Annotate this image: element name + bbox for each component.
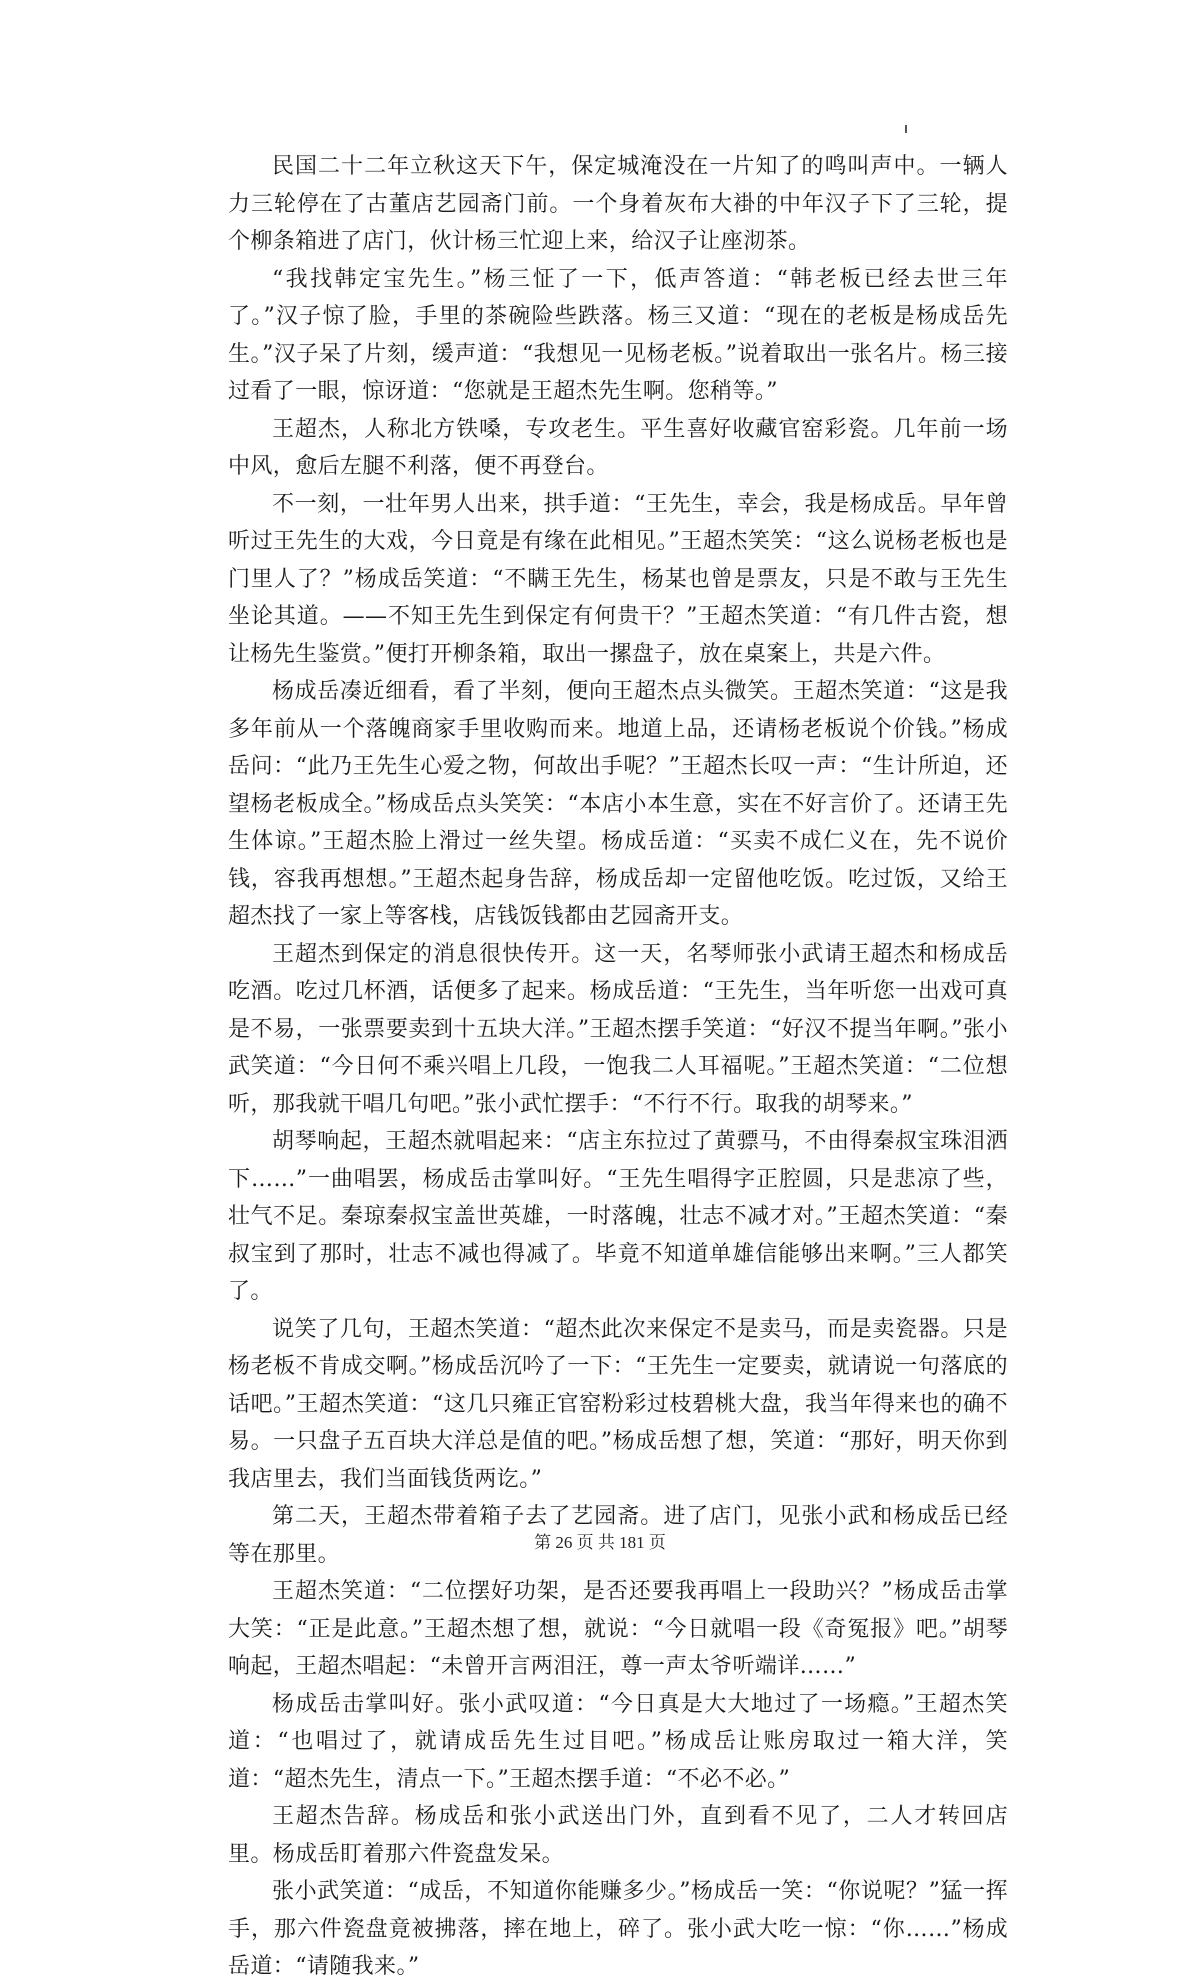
page-corner-mark bbox=[905, 125, 907, 133]
paragraph-10: 王超杰笑道：“二位摆好功架，是否还要我再唱上一段助兴？”杨成岳击掌大笑：“正是此意。”王超杰想了想，就说：“今日就唱一段《奇冤报》吧。”胡琴响起，王超杰唱起：“未曾开言两泪汪，尊一声太爷听端详……” bbox=[228, 1579, 1008, 1679]
paragraph-1: 民国二十二年立秋这天下午，保定城淹没在一片知了的鸣叫声中。一辆人力三轮停在了古董店艺园斋门前。一个身着灰布大褂的中年汉子下了三轮，提个柳条箱进了店门，伙计杨三忙迎上来，给汉子让座沏茶。 bbox=[228, 154, 1008, 254]
paragraph-7: 胡琴响起，王超杰就唱起来：“店主东拉过了黄骠马，不由得秦叔宝珠泪洒下……”一曲唱罢，杨成岳击掌叫好。“王先生唱得字正腔圆，只是悲凉了些，壮气不足。秦琼秦叔宝盖世英雄，一时落魄，壮志不减才对。”王超杰笑道：“秦叔宝到了那时，壮志不减也得减了。毕竟不知道单雄信能够出来啊。”三人都笑了。 bbox=[228, 1129, 1008, 1304]
page-number-footer: 第 26 页 共 181 页 bbox=[534, 1533, 666, 1552]
paragraph-8: 说笑了几句，王超杰笑道：“超杰此次来保定不是卖马，而是卖瓷器。只是杨老板不肯成交啊。”杨成岳沉吟了一下：“王先生一定要卖，就请说一句落底的话吧。”王超杰笑道：“这几只雍正官窑粉彩过枝碧桃大盘，我当年得来也的确不易。一只盘子五百块大洋总是值的吧。”杨成岳想了想，笑道：“那好，明天你到我店里去，我们当面钱货两讫。” bbox=[228, 1316, 1008, 1492]
paragraph-2: “我找韩定宝先生。”杨三怔了一下，低声答道：“韩老板已经去世三年了。”汉子惊了脸，手里的茶碗险些跌落。杨三又道：“现在的老板是杨成岳先生。”汉子呆了片刻，缓声道：“我想见一见杨老板。”说着取出一张名片。杨三接过看了一眼，惊讶道：“您就是王超杰先生啊。您稍等。” bbox=[228, 266, 1008, 404]
paragraph-6: 王超杰到保定的消息很快传开。这一天，名琴师张小武请王超杰和杨成岳吃酒。吃过几杯酒，话便多了起来。杨成岳道：“王先生，当年听您一出戏可真是不易，一张票要卖到十五块大洋。”王超杰摆手笑道：“好汉不提当年啊。”张小武笑道：“今日何不乘兴唱上几段，一饱我二人耳福呢。”王超杰笑道：“二位想听，那我就干唱几句吧。”张小武忙摆手：“不行不行。取我的胡琴来。” bbox=[228, 941, 1008, 1117]
paragraph-13: 张小武笑道：“成岳，不知道你能赚多少。”杨成岳一笑：“你说呢？”猛一挥手，那六件瓷盘竟被拂落，摔在地上，碎了。张小武大吃一惊：“你……”杨成岳道：“请随我来。” bbox=[228, 1879, 1008, 1979]
article-body bbox=[228, 148, 1008, 1986]
paragraph-3: 王超杰，人称北方铁嗓，专攻老生。平生喜好收藏官窑彩瓷。几年前一场中风，愈后左腿不利落，便不再登台。 bbox=[228, 416, 1008, 479]
paragraph-12: 王超杰告辞。杨成岳和张小武送出门外，直到看不见了，二人才转回店里。杨成岳盯着那六件瓷盘发呆。 bbox=[228, 1804, 1008, 1867]
paragraph-11: 杨成岳击掌叫好。张小武叹道：“今日真是大大地过了一场瘾。”王超杰笑道：“也唱过了，就请成岳先生过目吧。”杨成岳让账房取过一箱大洋，笑道：“超杰先生，清点一下。”王超杰摆手道：“不必不必。” bbox=[228, 1691, 1008, 1792]
paragraph-5: 杨成岳凑近细看，看了半刻，便向王超杰点头微笑。王超杰笑道：“这是我多年前从一个落魄商家手里收购而来。地道上品，还请杨老板说个价钱。”杨成岳问：“此乃王先生心爱之物，何故出手呢？”王超杰长叹一声：“生计所迫，还望杨老板成全。”杨成岳点头笑笑：“本店小本生意，实在不好言价了。还请王先生体谅。”王超杰脸上滑过一丝失望。杨成岳道：“买卖不成仁义在，先不说价钱，容我再想想。”王超杰起身告辞，杨成岳却一定留他吃饭。吃过饭，又给王超杰找了一家上等客栈，店钱饭钱都由艺园斋开支。 bbox=[228, 679, 1008, 929]
paragraph-4: 不一刻，一壮年男人出来，拱手道：“王先生，幸会，我是杨成岳。早年曾听过王先生的大戏，今日竟是有缘在此相见。”王超杰笑笑：“这么说杨老板也是门里人了？”杨成岳笑道：“不瞒王先生，杨某也曾是票友，只是不敢与王先生坐论其道。——不知王先生到保定有何贵干？”王超杰笑道：“有几件古瓷，想让杨先生鉴赏。”便打开柳条箱，取出一摞盘子，放在桌案上，共是六件。 bbox=[228, 491, 1008, 667]
paragraph-9: 第二天，王超杰带着箱子去了艺园斋。进了店门，见张小武和杨成岳已经等在那里。 bbox=[228, 1504, 1008, 1567]
